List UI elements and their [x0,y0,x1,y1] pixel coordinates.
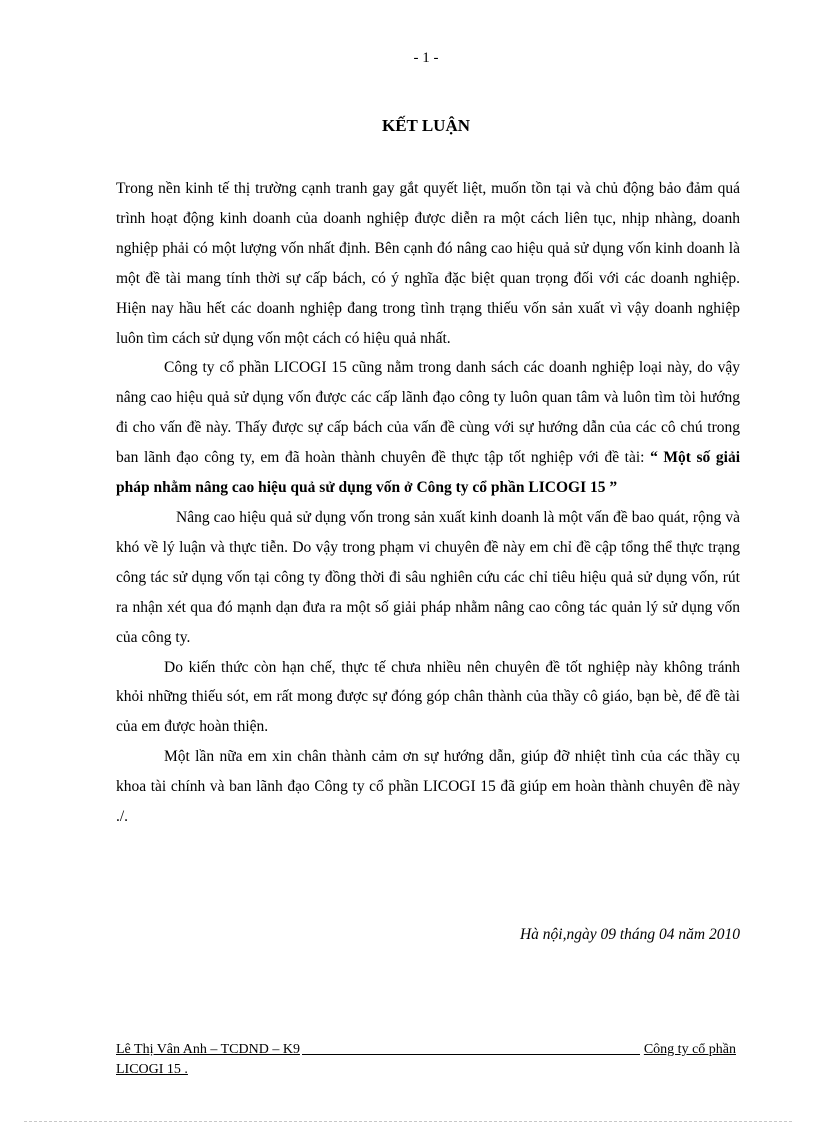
paragraph-1: Trong nền kinh tế thị trường cạnh tranh gay gắt quyết liệt, muốn tồn tại và chủ động bảo đảm quá trình hoạt động kinh doanh của doanh nghiệp được diễn ra một cách liên tục, nhịp nhàng, doanh nghiệp phải có một lượng vốn nhất định. Bên cạnh đó nâng cao hiệu quả sử dụng vốn kinh doanh là một đề tài mang tính thời sự cấp bách, có ý nghĩa đặc biệt quan trọng đối với các doanh nghiệp. Hiện nay hầu hết các doanh nghiệp đang trong tình trạng thiếu vốn sản xuất vì vậy doanh nghiệp luôn tìm cách sử dụng vốn một cách có hiệu quả nhất. [116,180,740,347]
footer-rule [302,1040,640,1055]
page-break-divider [24,1121,792,1122]
paragraph-4: Do kiến thức còn hạn chế, thực tế chưa nhiều nên chuyên đề tốt nghiệp này không tránh khỏi những thiếu sót, em rất mong được sự đóng góp chân thành của thầy cô giáo, bạn bè, để đề tài của em được hoàn thiện. [116,658,740,736]
document-body [116,174,740,832]
footer-line-1 [116,1040,736,1060]
paragraph-2-text: Công ty cổ phần LICOGI 15 cũng nằm trong danh sách các doanh nghiệp loại này, do vậy nâng cao hiệu quả sử dụng vốn được các cấp lãnh đạo công ty luôn quan tâm và luôn tìm tòi hướng đi cho vấn đề này. Thấy được sự cấp bách của vấn đề cùng với sự hướng dẫn của các cô chú trong ban lãnh đạo công ty, em đã hoàn thành chuyên đề thực tập tốt nghiệp với đề tài: [116,359,740,467]
footer-author: Lê Thị Vân Anh – TCDND – K9 [116,1042,300,1057]
paragraph-5: Một lần nữa em xin chân thành cảm ơn sự hướng dẫn, giúp đỡ nhiệt tình của các thầy cụ khoa tài chính và ban lãnh đạo Công ty cổ phần LICOGI 15 đã giúp em hoàn thành chuyên đề này ./. [116,748,740,826]
date-line: Hà nội,ngày 09 tháng 04 năm 2010 [519,926,740,943]
footer-company-part2: LICOGI 15 . [116,1062,188,1077]
thesis-title: “ Một số giải pháp nhằm nâng cao hiệu quả sử dụng vốn ở Công ty cổ phần LICOGI 15 ” [116,449,741,497]
page-number: - 1 - [413,50,439,66]
paragraph-2 [116,353,740,503]
paragraph-3: Nâng cao hiệu quả sử dụng vốn trong sản xuất kinh doanh là một vấn đề bao quát, rộng và khó về lý luận và thực tiễn. Do vậy trong phạm vi chuyên đề này em chỉ đề cập tổng thể thực trạng công tác sử dụng vốn tại công ty đồng thời đi sâu nghiên cứu các chỉ tiêu hiệu quả sử dụng vốn, rút ra nhận xét qua đó mạnh dạn đưa ra một số giải pháp nhằm nâng cao công tác quản lý sử dụng vốn của công ty. [116,508,740,646]
page-footer [116,1040,736,1080]
page-title: KẾT LUẬN [381,116,470,135]
footer-company-part1: Công ty cổ phần [643,1042,736,1057]
